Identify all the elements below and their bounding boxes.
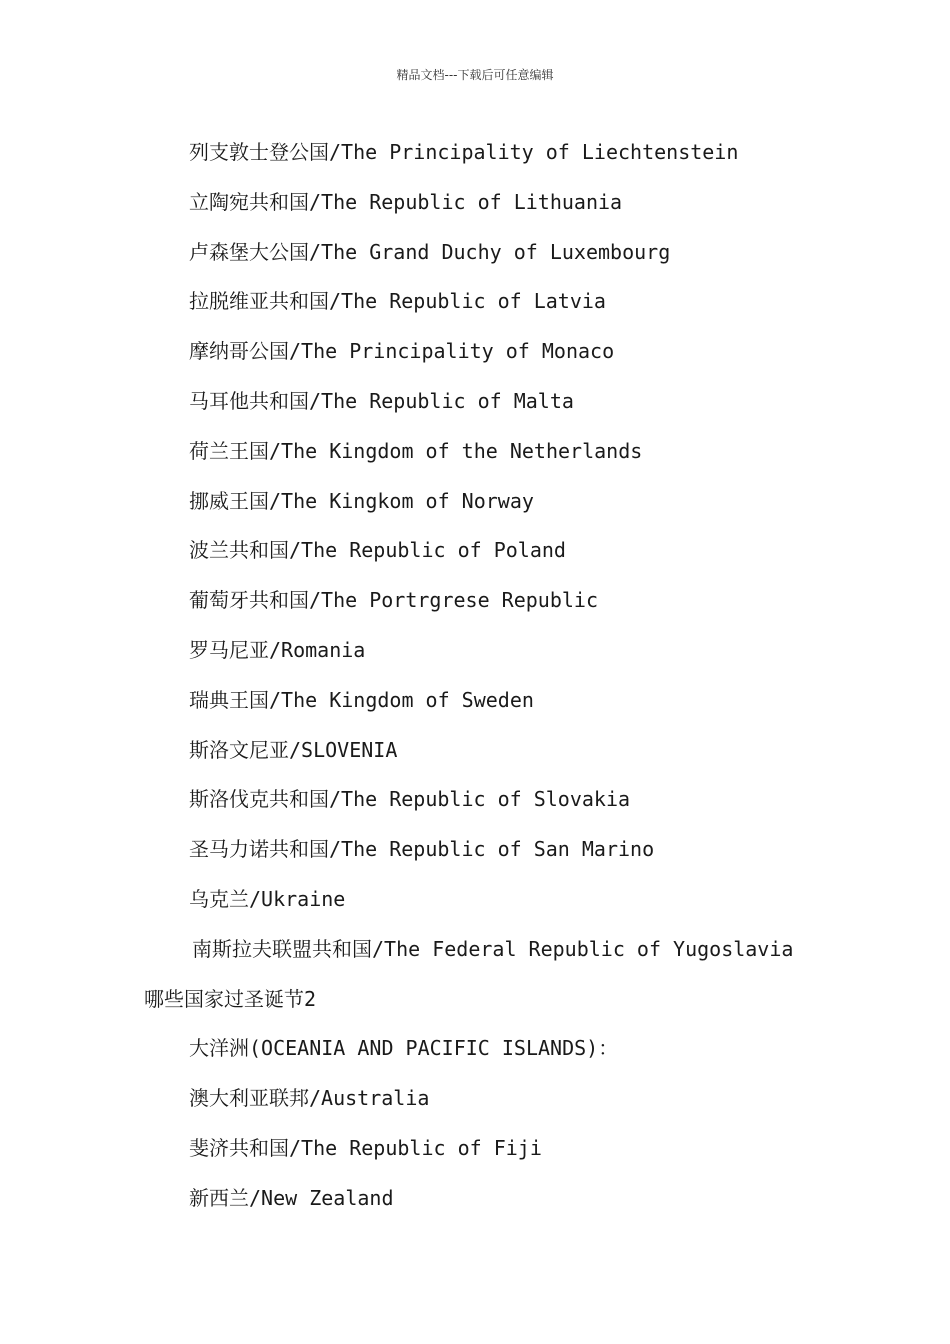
text-line: 斐济共和国/The Republic of Fiji <box>189 1135 542 1160</box>
text-line: 立陶宛共和国/The Republic of Lithuania <box>189 189 623 214</box>
page-header: 精品文档---下载后可任意编辑 <box>396 68 554 82</box>
text-line: 荷兰王国/The Kingdom of the Netherlands <box>189 438 643 463</box>
text-line: 斯洛伐克共和国/The Republic of Slovakia <box>189 787 631 812</box>
text-line: 瑞典王国/The Kingdom of Sweden <box>189 687 534 712</box>
text-line: 葡萄牙共和国/The Portrgrese Republic <box>189 588 598 613</box>
text-line: 马耳他共和国/The Republic of Malta <box>189 388 574 413</box>
text-line: 大洋洲(OCEANIA AND PACIFIC ISLANDS)： <box>189 1036 619 1061</box>
section-heading: 哪些国家过圣诞节2 <box>144 986 317 1011</box>
text-line: 摩纳哥公国/The Principality of Monaco <box>189 339 615 364</box>
text-line: 罗马尼亚/Romania <box>189 637 366 662</box>
text-line: 波兰共和国/The Republic of Poland <box>189 538 566 563</box>
document-body <box>0 128 950 1224</box>
text-line: 列支敦士登公国/The Principality of Liechtenstein <box>189 140 739 164</box>
text-line: 卢森堡大公国/The Grand Duchy of Luxembourg <box>189 239 671 264</box>
text-line: 斯洛文尼亚/SLOVENIA <box>189 737 398 762</box>
text-line: 澳大利亚联邦/Australia <box>189 1086 430 1111</box>
text-line: 南斯拉夫联盟共和国/The Federal Republic of Yugoslavia <box>192 936 794 961</box>
text-line: 圣马力诺共和国/The Republic of San Marino <box>189 837 655 862</box>
text-line: 挪威王国/The Kingkom of Norway <box>189 488 534 513</box>
text-line: 拉脱维亚共和国/The Republic of Latvia <box>189 289 606 314</box>
text-line: 新西兰/New Zealand <box>189 1185 394 1210</box>
text-line: 乌克兰/Ukraine <box>189 886 346 911</box>
